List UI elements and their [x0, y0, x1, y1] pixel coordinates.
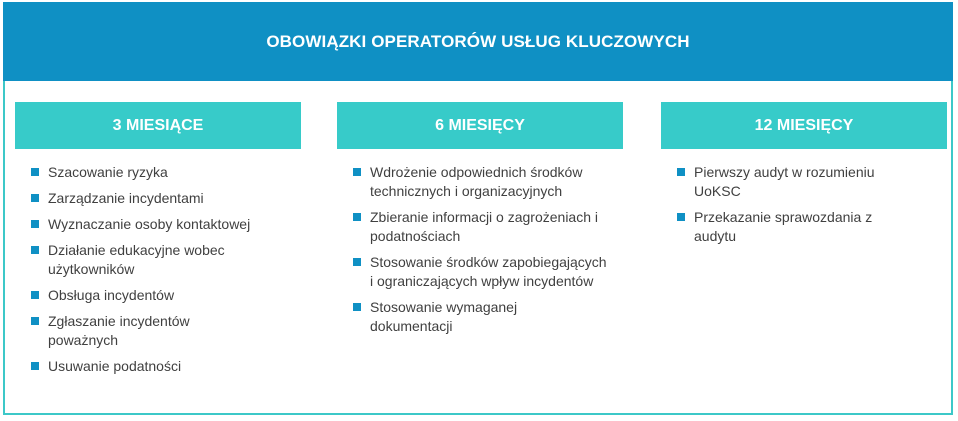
list-item — [353, 163, 625, 201]
list-item — [677, 163, 914, 201]
column-3-months — [15, 102, 301, 383]
column-header-label: 6 MIESIĘCY — [435, 116, 525, 134]
square-bullet-icon — [31, 168, 39, 176]
square-bullet-icon — [677, 168, 685, 176]
column-header-label: 3 MIESIĄCE — [112, 116, 204, 134]
list-item — [31, 215, 301, 234]
list-item — [31, 286, 301, 305]
square-bullet-icon — [353, 303, 361, 311]
list-item — [31, 357, 301, 376]
list-item-text: Działanie edukacyjne wobec użytkowników — [48, 242, 225, 277]
title-banner — [3, 2, 953, 81]
column-6-months — [337, 102, 623, 343]
list-item — [31, 241, 253, 279]
square-bullet-icon — [31, 362, 39, 370]
square-bullet-icon — [31, 291, 39, 299]
list-item-text: Zarządzanie incydentami — [48, 190, 204, 206]
list-item — [31, 163, 301, 182]
list-item-text: Wyznaczanie osoby kontaktowej — [48, 216, 251, 232]
column-header — [661, 102, 947, 149]
column-header-label: 12 MIESIĘCY — [754, 116, 854, 134]
list-item-text: Stosowanie środków zapobiegających i ograniczających wpływ incydentów — [370, 254, 607, 289]
square-bullet-icon — [31, 246, 39, 254]
list-item — [353, 253, 610, 291]
duty-list — [15, 149, 301, 376]
list-item-text: Pierwszy audyt w rozumieniu UoKSC — [694, 164, 875, 199]
column-header — [337, 102, 623, 149]
square-bullet-icon — [31, 194, 39, 202]
list-item — [677, 208, 894, 246]
list-item — [31, 312, 223, 350]
list-item — [353, 298, 550, 336]
list-item-text: Zgłaszanie incydentów poważnych — [48, 313, 190, 348]
square-bullet-icon — [353, 168, 361, 176]
duty-list — [337, 149, 623, 336]
list-item-text: Szacowanie ryzyka — [48, 164, 168, 180]
list-item-text: Wdrożenie odpowiednich środków technicznych i organizacyjnych — [370, 164, 583, 199]
list-item-text: Usuwanie podatności — [48, 358, 182, 374]
page-title: OBOWIĄZKI OPERATORÓW USŁUG KLUCZOWYCH — [266, 31, 690, 51]
list-item-text: Przekazanie sprawozdania z audytu — [694, 209, 873, 244]
square-bullet-icon — [677, 213, 685, 221]
column-12-months — [661, 102, 947, 253]
list-item-text: Zbieranie informacji o zagrożeniach i podatnościach — [370, 209, 598, 244]
square-bullet-icon — [31, 220, 39, 228]
square-bullet-icon — [353, 258, 361, 266]
list-item-text: Obsługa incydentów — [48, 287, 175, 303]
column-header — [15, 102, 301, 149]
list-item — [31, 189, 301, 208]
list-item — [353, 208, 602, 246]
square-bullet-icon — [353, 213, 361, 221]
square-bullet-icon — [31, 317, 39, 325]
duty-list — [661, 149, 947, 246]
list-item-text: Stosowanie wymaganej dokumentacji — [370, 299, 518, 334]
